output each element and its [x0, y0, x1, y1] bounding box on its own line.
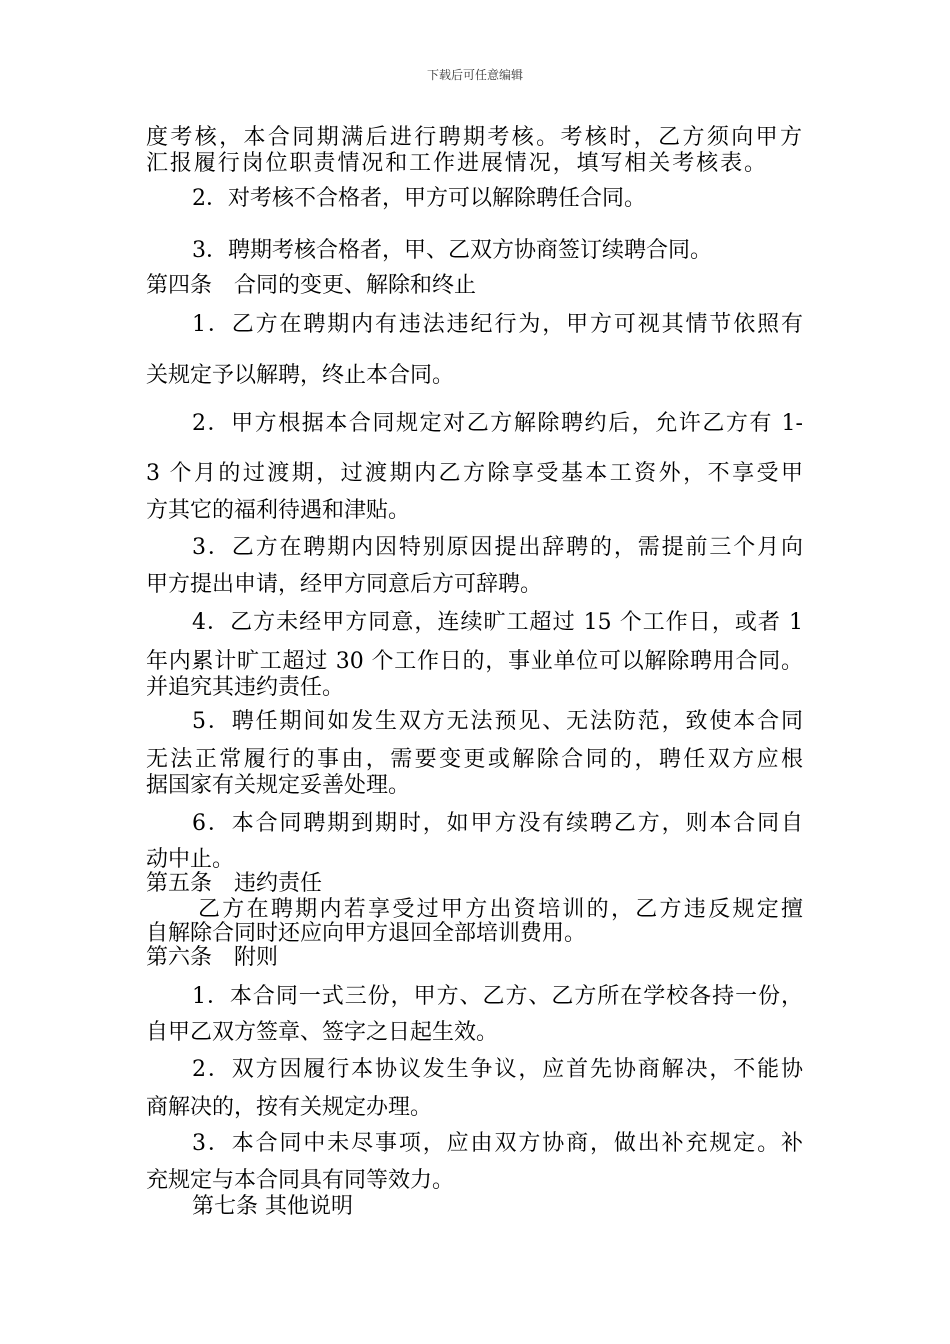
article-heading: 第四条 合同的变更、解除和终止 [146, 273, 477, 298]
text-line: 2．对考核不合格者，甲方可以解除聘任合同。 [192, 186, 646, 211]
text-line: 1．本合同一式三份，甲方、乙方、乙方所在学校各持一份， [192, 984, 803, 1009]
text-line: 并追究其违约责任。 [146, 675, 345, 700]
text-line: 汇报履行岗位职责情况和工作进展情况，填写相关考核表。 [146, 151, 766, 176]
text-line: 2．甲方根据本合同规定对乙方解除聘约后，允许乙方有 1- [192, 411, 803, 436]
article-heading: 第六条 附则 [146, 945, 279, 970]
text-line: 自解除合同时还应向甲方退回全部培训费用。 [146, 921, 587, 946]
text-line: 3．聘期考核合格者，甲、乙双方协商签订续聘合同。 [192, 238, 712, 263]
text-line: 3．本合同中未尽事项，应由双方协商，做出补充规定。补 [192, 1131, 803, 1156]
text-line: 据国家有关规定妥善处理。 [146, 773, 411, 798]
text-line: 年内累计旷工超过 30 个工作日的，事业单位可以解除聘用合同。 [146, 649, 803, 674]
text-line: 乙方在聘期内若享受过甲方出资培训的，乙方违反规定擅 [198, 897, 803, 922]
text-line: 1．乙方在聘期内有违法违纪行为，甲方可视其情节依照有 [192, 312, 803, 337]
text-line: 4．乙方未经甲方同意，连续旷工超过 15 个工作日，或者 1 [192, 610, 803, 635]
text-line: 3 个月的过渡期，过渡期内乙方除享受基本工资外，不享受甲 [146, 461, 803, 486]
text-line: 3．乙方在聘期内因特别原因提出辞聘的，需提前三个月向 [192, 535, 803, 560]
text-line: 6．本合同聘期到期时，如甲方没有续聘乙方，则本合同自 [192, 811, 803, 836]
text-line: 商解决的，按有关规定办理。 [146, 1095, 433, 1120]
text-line: 5．聘任期间如发生双方无法预见、无法防范，致使本合同 [192, 709, 803, 734]
text-line: 2．双方因履行本协议发生争议，应首先协商解决，不能协 [192, 1057, 803, 1082]
header-note: 下载后可任意编辑 [426, 68, 523, 82]
text-line: 关规定予以解聘，终止本合同。 [146, 363, 455, 388]
text-line: 甲方提出申请，经甲方同意后方可辞聘。 [146, 572, 543, 597]
text-line: 充规定与本合同具有同等效力。 [146, 1168, 455, 1193]
text-line: 度考核，本合同期满后进行聘期考核。考核时，乙方须向甲方 [146, 125, 802, 150]
text-line: 无法正常履行的事由，需要变更或解除合同的，聘任双方应根 [146, 747, 803, 772]
article-heading: 第五条 违约责任 [146, 871, 323, 896]
text-line: 方其它的福利待遇和津贴。 [146, 498, 411, 523]
text-line: 动中止。 [146, 847, 235, 872]
text-line: 自甲乙双方签章、签字之日起生效。 [146, 1020, 499, 1045]
article-heading: 第七条 其他说明 [192, 1194, 353, 1219]
